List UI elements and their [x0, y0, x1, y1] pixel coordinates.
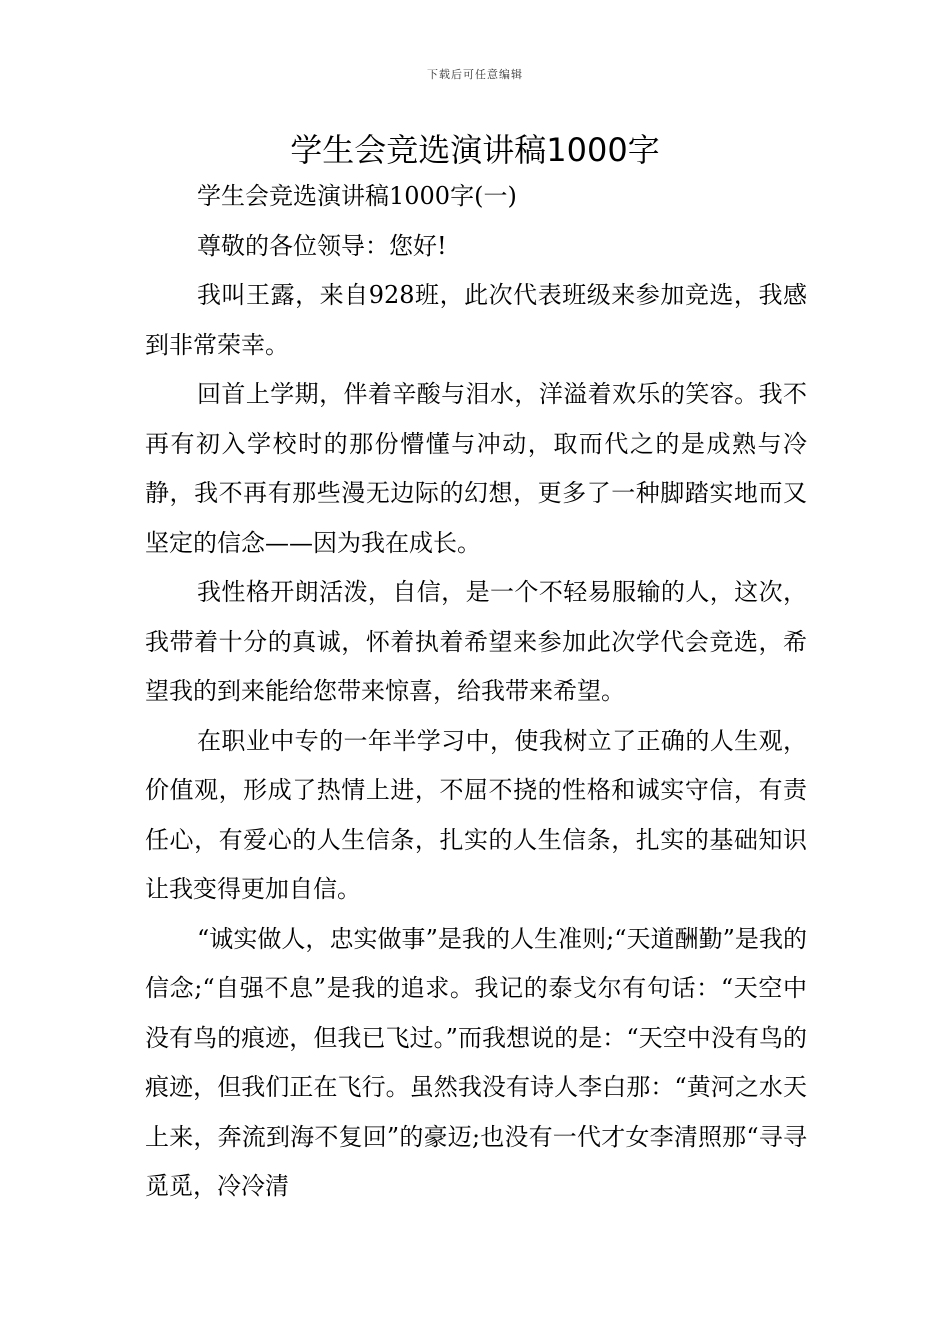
paragraph-greeting: 尊敬的各位领导：您好!: [197, 231, 447, 260]
paragraph: 回首上学期，伴着辛酸与泪水，洋溢着欢乐的笑容。我不再有初入学校时的那份懵懂与冲动，取而代之的是成熟与冷静，我不再有那些漫无边际的幻想，更多了一种脚踏实地而又坚定的信念——因为我在成长。: [145, 380, 807, 557]
paragraph: 我叫王露，来自928班，此次代表班级来参加竞选，我感到非常荣幸。: [145, 281, 807, 359]
header-note: 下载后可任意编辑: [427, 68, 523, 81]
document-body: [145, 172, 807, 1212]
paragraph: 在职业中专的一年半学习中，使我树立了正确的人生观，价值观，形成了热情上进，不屈不挠的性格和诚实守信，有责任心，有爱心的人生信条，扎实的人生信条，扎实的基础知识让我变得更加自信。: [145, 726, 807, 903]
paragraph: 我性格开朗活泼，自信，是一个不轻易服输的人，这次，我带着十分的真诚，怀着执着希望来参加此次学代会竞选，希望我的到来能给您带来惊喜，给我带来希望。: [145, 578, 807, 705]
paragraph: “诚实做人，忠实做事”是我的人生准则;“天道酬勤”是我的信念;“自强不息”是我的追求。我记的泰戈尔有句话：“天空中没有鸟的痕迹，但我已飞过。”而我想说的是：“天空中没有鸟的痕迹，但我们正在飞行。虽然我没有诗人李白那：“黄河之水天上来，奔流到海不复回”的豪迈;也没有一代才女李清照那“寻寻觅觅，冷冷清: [145, 924, 807, 1200]
document-title: 学生会竞选演讲稿1000字: [290, 131, 660, 169]
paragraph-subtitle: 学生会竞选演讲稿1000字(一): [197, 182, 517, 210]
